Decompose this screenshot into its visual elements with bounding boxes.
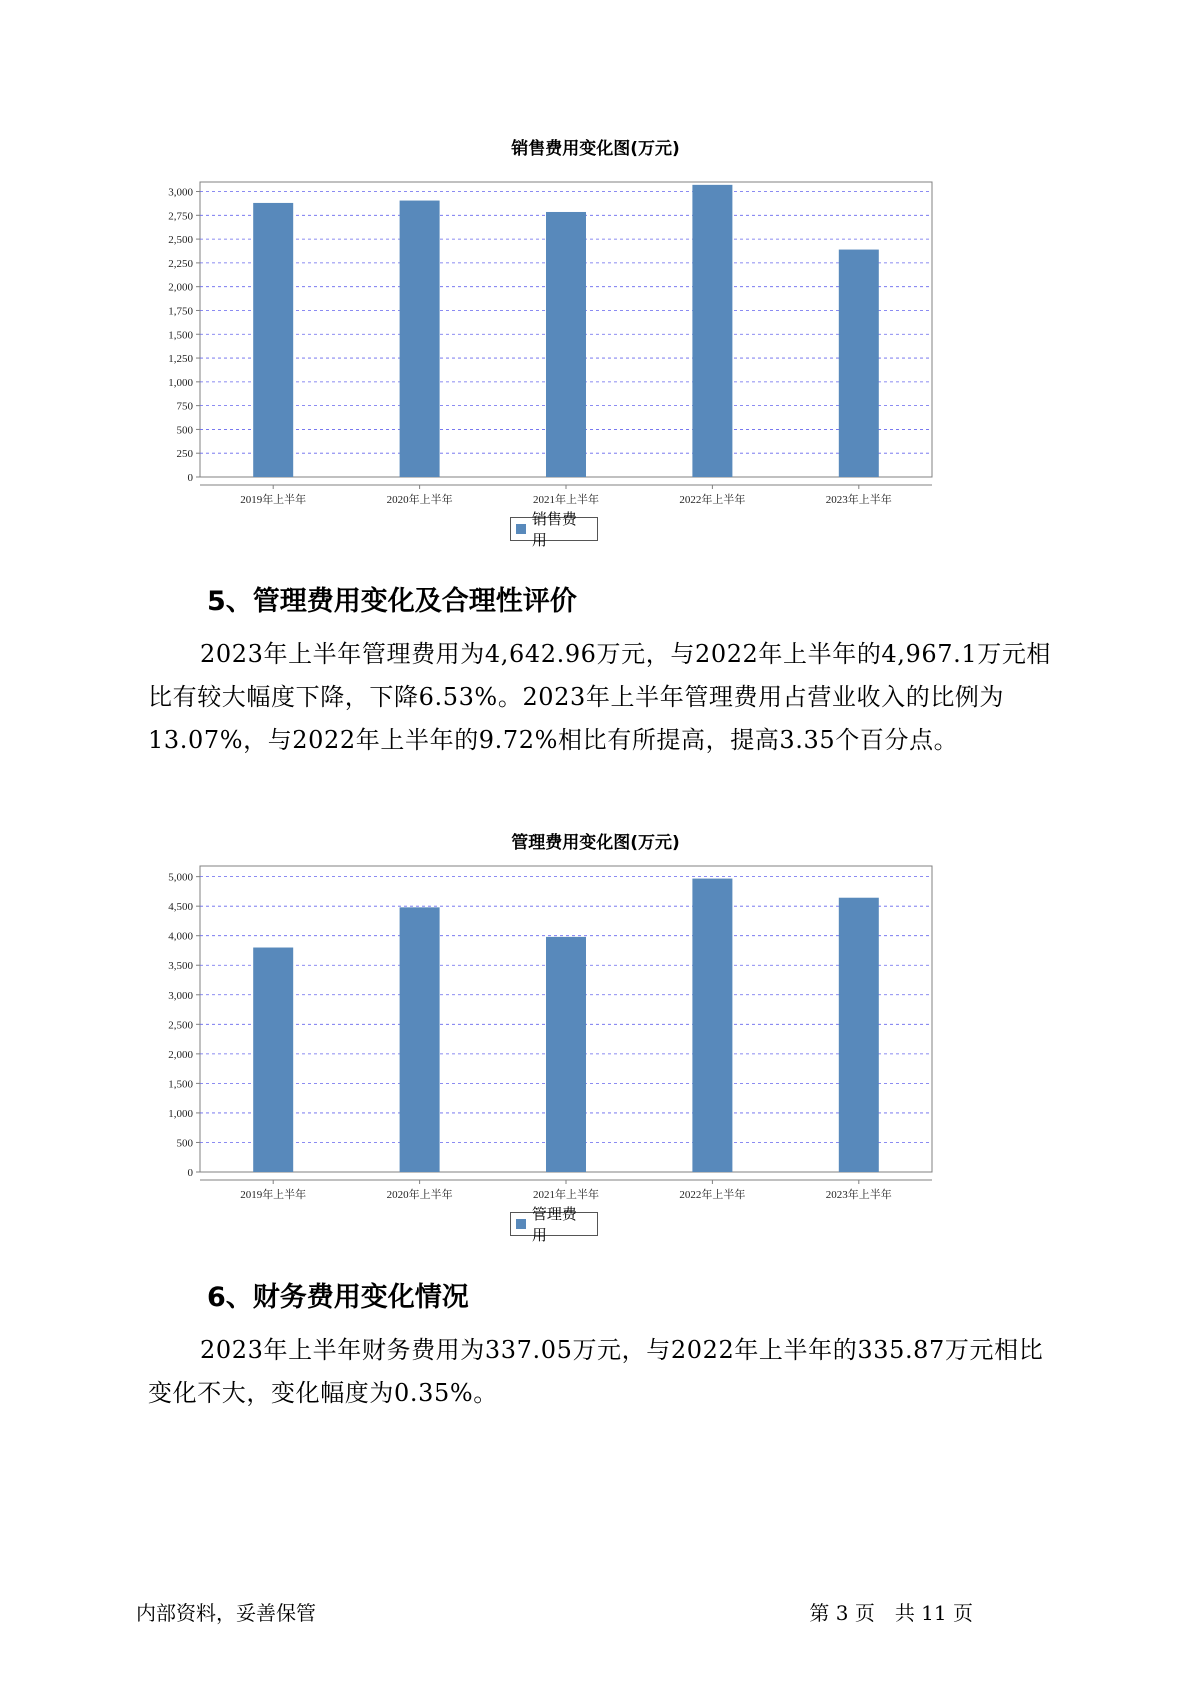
y-tick-label: 1,500 [168, 329, 193, 342]
y-tick-label: 5,000 [168, 871, 193, 884]
y-tick-label: 3,500 [168, 960, 193, 973]
bar [253, 203, 293, 477]
section5-heading: 5、管理费用变化及合理性评价 [207, 586, 577, 617]
y-tick-label: 500 [176, 424, 193, 437]
y-tick-label: 0 [187, 472, 193, 484]
footer-page-number: 第 3 页 共 11 页 [809, 1601, 973, 1625]
sales-expense-chart [150, 170, 1020, 510]
bar [839, 250, 879, 477]
y-tick-label: 500 [176, 1137, 193, 1150]
y-tick-label: 1,250 [168, 353, 193, 366]
admin-expense-chart [150, 862, 1020, 1207]
y-tick-label: 1,500 [168, 1078, 193, 1091]
bar [692, 185, 732, 477]
y-tick-label: 1,750 [168, 305, 193, 318]
x-tick-label: 2022年上半年 [679, 1189, 746, 1201]
y-tick-label: 750 [176, 400, 193, 413]
x-tick-label: 2023年上半年 [825, 494, 892, 506]
chart1-title: 销售费用变化图(万元) [511, 139, 680, 159]
y-tick-label: 4,500 [168, 901, 193, 914]
x-tick-label: 2020年上半年 [386, 494, 453, 506]
section6-heading: 6、财务费用变化情况 [207, 1282, 469, 1313]
y-tick-label: 2,750 [168, 210, 193, 223]
legend-swatch [516, 524, 526, 534]
y-tick-label: 250 [176, 448, 193, 461]
chart1-legend [510, 510, 598, 549]
bar [400, 201, 440, 477]
y-tick-label: 0 [187, 1167, 193, 1179]
section5-paragraph: 2023年上半年管理费用为4,642.96万元，与2022年上半年的4,967.1万元相比有较大幅度下降，下降6.53%。2023年上半年管理费用占营业收入的比例为13.07%，与2022年上半年的9.72%相比有所提高，提高3.35个百分点。 [148, 640, 1052, 754]
chart2-legend [510, 1205, 598, 1244]
y-tick-label: 3,000 [168, 989, 193, 1002]
chart2-legend-label: 管理费用 [531, 1205, 577, 1244]
x-tick-label: 2019年上半年 [240, 1189, 307, 1201]
legend-swatch [516, 1219, 526, 1229]
bar [253, 948, 293, 1172]
bar [839, 898, 879, 1172]
y-tick-label: 3,000 [168, 186, 193, 199]
section6-paragraph: 2023年上半年财务费用为337.05万元，与2022年上半年的335.87万元相比变化不大，变化幅度为0.35%。 [148, 1336, 1044, 1407]
y-tick-label: 4,000 [168, 930, 193, 943]
chart2-title: 管理费用变化图(万元) [511, 833, 680, 853]
bar [692, 879, 732, 1172]
x-tick-label: 2022年上半年 [679, 494, 746, 506]
x-tick-label: 2023年上半年 [825, 1189, 892, 1201]
y-tick-label: 1,000 [168, 1107, 193, 1120]
x-tick-label: 2021年上半年 [533, 494, 599, 506]
x-tick-label: 2021年上半年 [533, 1189, 599, 1201]
y-tick-label: 2,500 [168, 234, 193, 247]
bar [546, 212, 586, 477]
y-tick-label: 2,500 [168, 1019, 193, 1032]
chart1-legend-label: 销售费用 [531, 510, 577, 549]
y-tick-label: 1,000 [168, 376, 193, 389]
y-tick-label: 2,250 [168, 257, 193, 270]
footer-confidential: 内部资料，妥善保管 [136, 1601, 316, 1625]
y-tick-label: 2,000 [168, 1048, 193, 1061]
x-tick-label: 2020年上半年 [386, 1189, 453, 1201]
bar [546, 937, 586, 1172]
x-tick-label: 2019年上半年 [240, 494, 307, 506]
bar [400, 907, 440, 1172]
y-tick-label: 2,000 [168, 281, 193, 294]
